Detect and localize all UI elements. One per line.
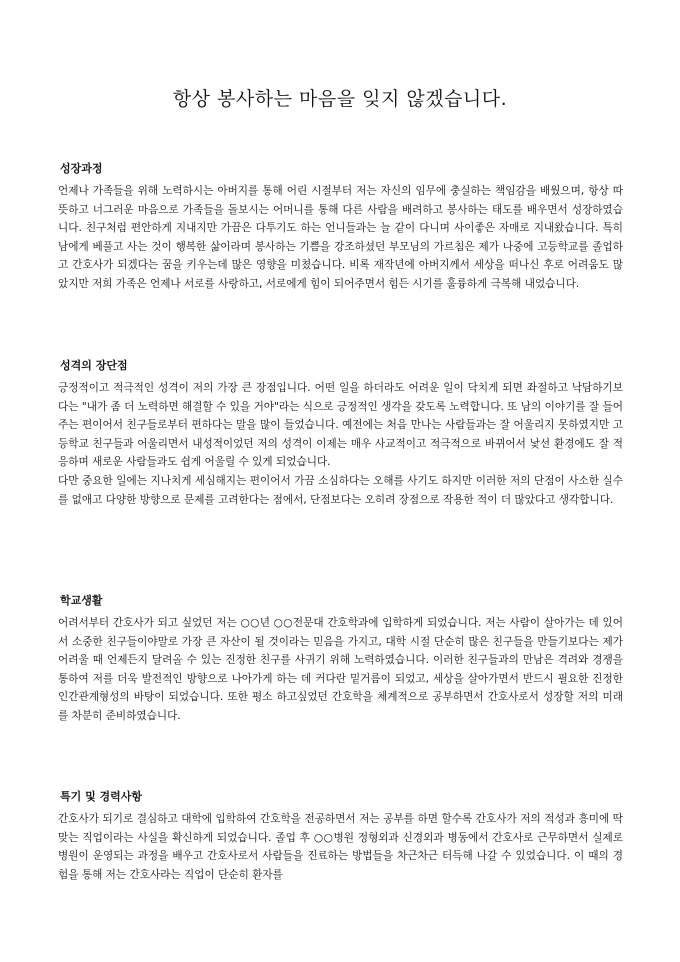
- page-title: 항상 봉사하는 마음을 잊지 않겠습니다.: [172, 88, 508, 110]
- section-school-life: [58, 592, 623, 726]
- section-paragraph: 어려서부터 간호사가 되고 싶었던 저는 ○○년 ○○전문대 간호학과에 입학하게 되었습니다. 저는 사람이 살아가는 데 있어서 소중한 친구들이야말로 가장 큰 자산이 될 것이라는 믿음을 가지고, 대학 시절 단순히 많은 친구들을 만들기보다는 제가 어려울 때 언제든지 달려올 수 있는 진정한 친구를 사귀기 위해 노력하였습니다. 이러한 친구들과의 만남은 격려와 경쟁을 통하여 저를 더욱 발전적인 방향으로 나아가게 하는 데 커다란 밑거름이 되었고, 세상을 살아가면서 반드시 필요한 진정한 인간관계형성의 바탕이 되었습니다. 또한 평소 하고싶었던 간호학을 체계적으로 공부하면서 간호사로서 성장할 저의 미래를 차분히 준비하였습니다.: [58, 617, 623, 722]
- section-personality: [58, 357, 623, 509]
- section-paragraph: 간호사가 되기로 결심하고 대학에 입학하여 간호학을 전공하면서 저는 공부를 하면 할수록 간호사가 저의 적성과 흥미에 딱 맞는 직업이라는 사실을 확신하게 되었습니다. 졸업 후 ○○병원 정형외과 신경외과 병동에서 간호사로 근무하면서 실제로 병원이 운영되는 과정을 배우고 간호사로서 사람들을 진료하는 방법들을 차근차근 터득해 나갈 수 있었습니다. 이 때의 경험을 통해 저는 간호사라는 직업이 단순히 환자를: [58, 813, 623, 881]
- section-paragraph: 다만 중요한 일에는 지나치게 세심해지는 편이어서 가끔 소심하다는 오해를 사기도 하지만 이러한 저의 단점이 사소한 실수를 없애고 다양한 방향으로 문제를 고려한다는 점에서, 단점보다는 오히려 장점으로 작용한 적이 더 많았다고 생각합니다.: [58, 474, 623, 506]
- section-heading: 성격의 장단점: [60, 359, 128, 372]
- section-heading: 학교생활: [60, 594, 103, 607]
- section-heading: 성장과정: [60, 162, 103, 175]
- section-paragraph: 긍정적이고 적극적인 성격이 저의 가장 큰 장점입니다. 어떤 일을 하더라도 어려운 일이 닥치게 되면 좌절하고 낙담하기보다는 "내가 좀 더 노력하면 해결할 수 있을 거야"라는 식으로 긍정적인 생각을 갖도록 노력합니다. 또 남의 이야기를 잘 들어주는 편이어서 친구들로부터 편하다는 말을 많이 들었습니다. 예전에는 처음 만나는 사람들과는 잘 어울리지 못하였지만 고등학교 친구들과 어울리면서 내성적이었던 저의 성격이 이제는 매우 사교적이고 적극적으로 바뀌어서 낯선 환경에도 잘 적응하며 새로운 사람들과도 쉽게 어울릴 수 있게 되었습니다.: [58, 382, 623, 469]
- section-career: [58, 788, 623, 884]
- section-heading: 특기 및 경력사항: [60, 790, 143, 803]
- section-paragraph: 언제나 가족들을 위해 노력하시는 아버지를 통해 어린 시절부터 저는 자신의 임무에 충실하는 책임감을 배웠으며, 항상 따뜻하고 너그러운 마음으로 가족들을 돌보시는 어머니를 통해 다른 사람을 배려하고 봉사하는 태도를 배우면서 성장하였습니다. 친구처럼 편안하게 지내지만 가끔은 다투기도 하는 언니들과는 늘 같이 다니며 사이좋은 자매로 지내왔습니다. 특히 남에게 베풀고 사는 것이 행복한 삶이라며 봉사하는 기쁨을 강조하셨던 부모님의 가르침은 제가 나중에 고등학교를 졸업하고 간호사가 되겠다는 꿈을 키우는데 많은 영향을 미쳤습니다. 비록 재작년에 아버지께서 세상을 떠나신 후로 어려움도 많았지만 저희 가족은 언제나 서로를 사랑하고, 서로에게 힘이 되어주면서 힘든 시기를 훌륭하게 극복해 내었습니다.: [58, 185, 623, 290]
- section-growth: [58, 160, 623, 294]
